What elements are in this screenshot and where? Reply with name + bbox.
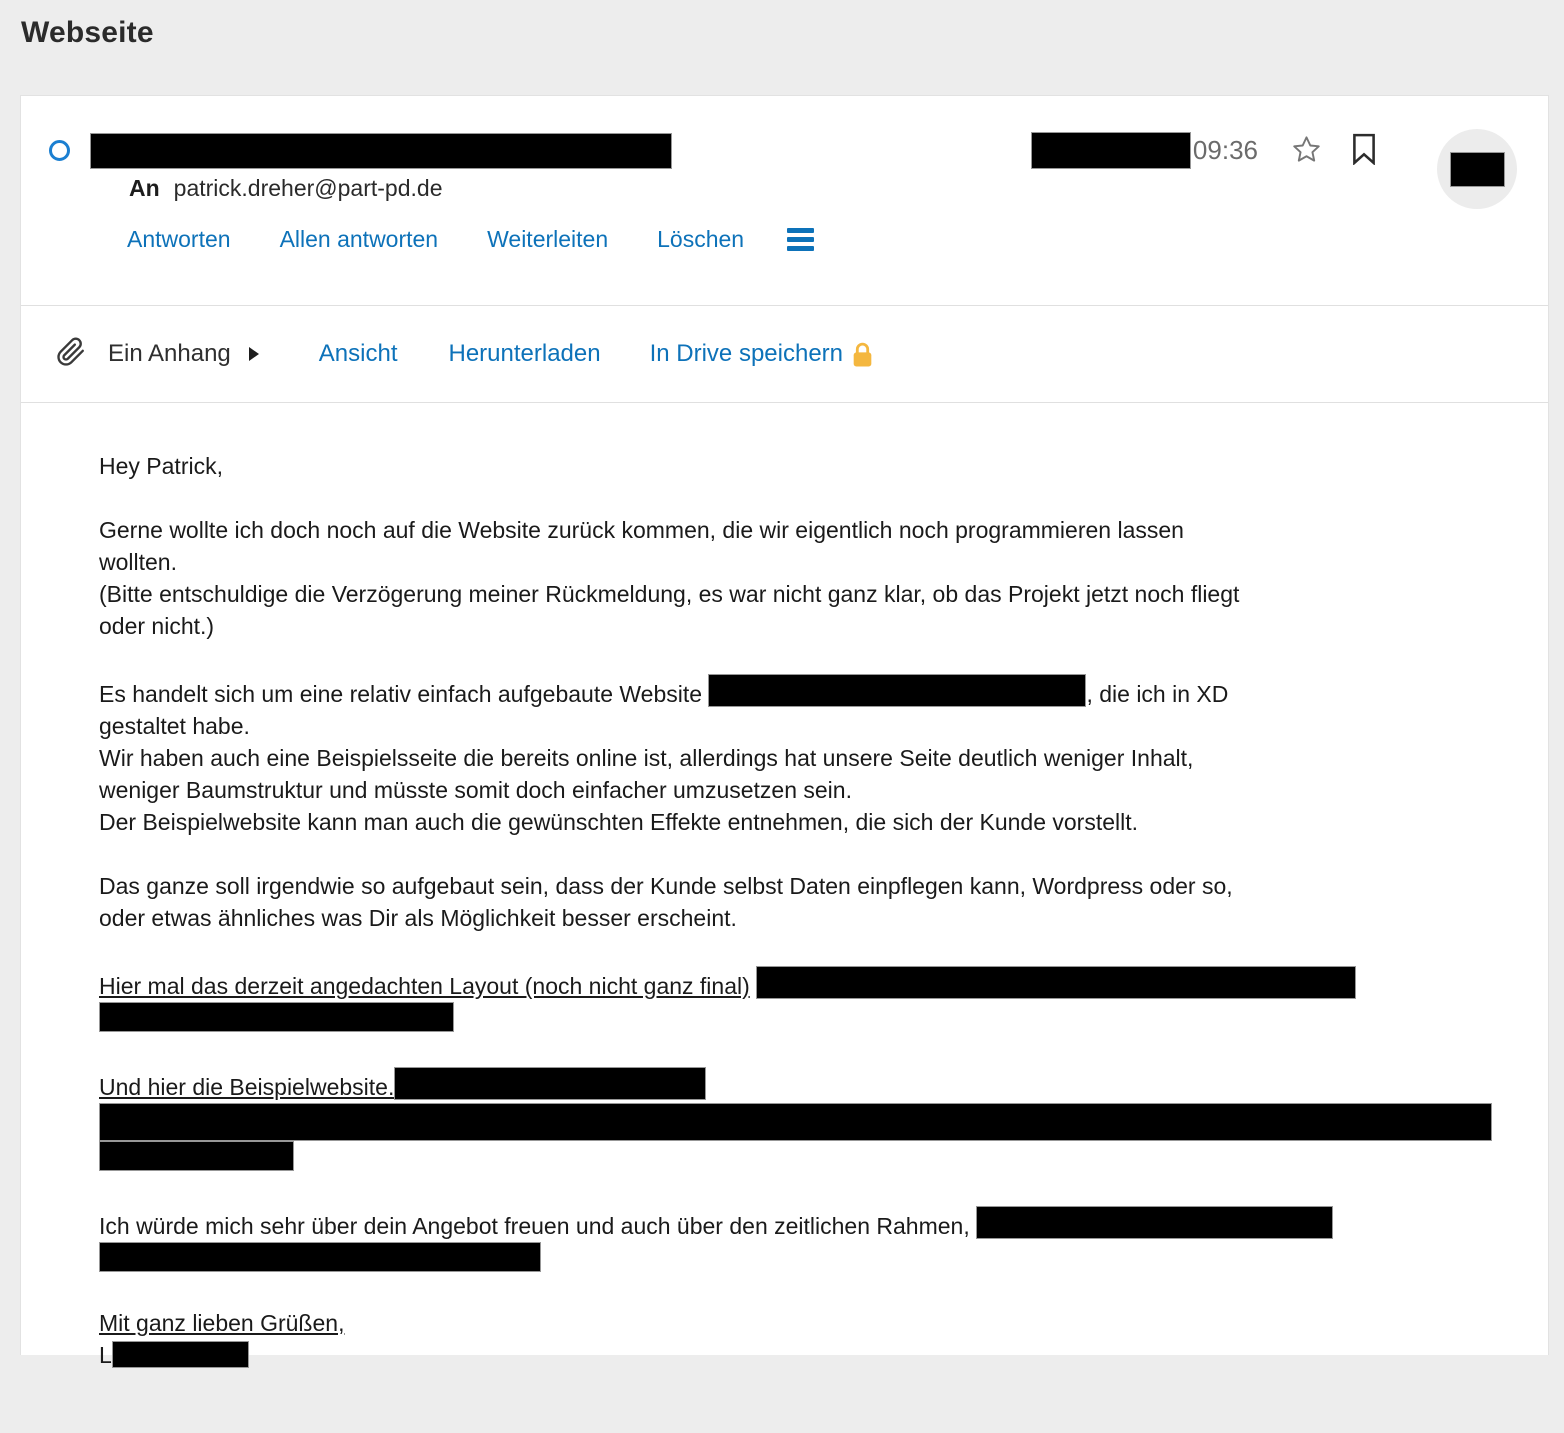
redacted-layout-url-2 <box>99 1002 454 1032</box>
star-icon <box>1291 134 1322 168</box>
header-right-group <box>1031 132 1377 169</box>
action-links-row <box>127 224 1548 255</box>
paragraph-layout-link <box>99 966 1502 1035</box>
more-actions-menu-icon[interactable] <box>787 224 814 255</box>
delete-button[interactable]: Löschen <box>657 226 745 252</box>
attachment-view-button[interactable]: Ansicht <box>318 340 398 367</box>
date-redacted <box>1031 132 1191 169</box>
example-website-link[interactable]: Und hier die Beispielwebsite. <box>99 1074 395 1100</box>
paragraph-cms: Das ganze soll irgendwie so aufgebaut sein, dass der Kunde selbst Daten einpflegen kann, Wordpress oder so, oder etwas ähnliches was Dir als Möglichkeit besser erscheint. <box>99 873 1233 931</box>
reply-button[interactable]: Antworten <box>127 226 231 252</box>
redacted-signature <box>112 1341 249 1368</box>
signature-initial: L <box>99 1342 112 1368</box>
to-label: An <box>129 175 160 201</box>
forward-button[interactable]: Weiterleiten <box>487 226 609 252</box>
paragraph-example-link <box>99 1067 1502 1174</box>
recipient-row <box>129 175 1548 202</box>
mail-card <box>20 95 1549 1368</box>
unread-indicator[interactable] <box>49 140 70 161</box>
paragraph-intro: Gerne wollte ich doch noch auf die Website zurück kommen, die wir eigentlich noch programmieren lassen wollten. (Bitte entschuldige die Verzögerung meiner Rückmeldung, es war nicht ganz klar, ob das Projekt jetzt noch fliegt oder nicht.) <box>99 517 1240 639</box>
redacted-example-url <box>394 1067 706 1100</box>
reply-all-button[interactable]: Allen antworten <box>279 226 439 252</box>
mail-body <box>21 403 1548 1433</box>
to-email: patrick.dreher@part-pd.de <box>173 175 443 201</box>
bookmark-icon <box>1351 133 1377 168</box>
redacted-offer-detail-2 <box>99 1242 541 1272</box>
greeting-text: Hey Patrick, <box>99 453 223 479</box>
attachment-download-button[interactable]: Herunterladen <box>448 340 601 367</box>
layout-link[interactable]: Hier mal das derzeit angedachten Layout (noch nicht ganz final) <box>99 973 750 999</box>
page-title: Webseite <box>21 16 154 49</box>
paragraph-offer: Ich würde mich sehr über dein Angebot freuen und auch über den zeitlichen Rahmen, <box>99 1206 1502 1275</box>
redacted-layout-url <box>756 966 1356 999</box>
bookmark-button[interactable] <box>1351 133 1377 168</box>
avatar[interactable] <box>1437 129 1517 209</box>
mail-header <box>21 96 1548 305</box>
attachment-count-label: Ein Anhang <box>108 340 231 367</box>
avatar-redacted <box>1450 152 1505 187</box>
redacted-example-url-3 <box>99 1141 294 1171</box>
redacted-offer-detail <box>976 1206 1333 1239</box>
paragraph-closing <box>99 1307 1502 1371</box>
redacted-website-name <box>708 674 1086 707</box>
paragraph-website-description: Es handelt sich um eine relativ einfach aufgebaute Website , die ich in XD gestaltet habe. Wir haben auch eine Beispielsseite die bereits online ist, allerdings hat unsere Seite deutlich weniger Inhalt, weniger Baumstruktur und müsste somit doch einfacher umzusetzen sein. Der Beispielwebsite kann man auch die gewünschten Effekte entnehmen, die sich der Kunde vorstellt. <box>99 674 1502 838</box>
redacted-example-url-2 <box>99 1103 1492 1141</box>
caret-right-icon <box>249 347 259 361</box>
paperclip-icon <box>56 336 86 373</box>
star-button[interactable] <box>1291 134 1322 168</box>
closing-text: Mit ganz lieben Grüßen, <box>99 1310 345 1336</box>
mail-time: 09:36 <box>1192 135 1258 165</box>
save-to-drive-button[interactable]: In Drive speichern <box>649 340 844 367</box>
attachment-bar <box>21 306 1548 402</box>
sender-name-redacted <box>90 133 672 169</box>
attachment-expander[interactable] <box>86 340 259 368</box>
paragraph-greeting <box>99 450 1502 482</box>
lock-icon <box>852 341 873 368</box>
sender-row <box>49 132 1548 169</box>
